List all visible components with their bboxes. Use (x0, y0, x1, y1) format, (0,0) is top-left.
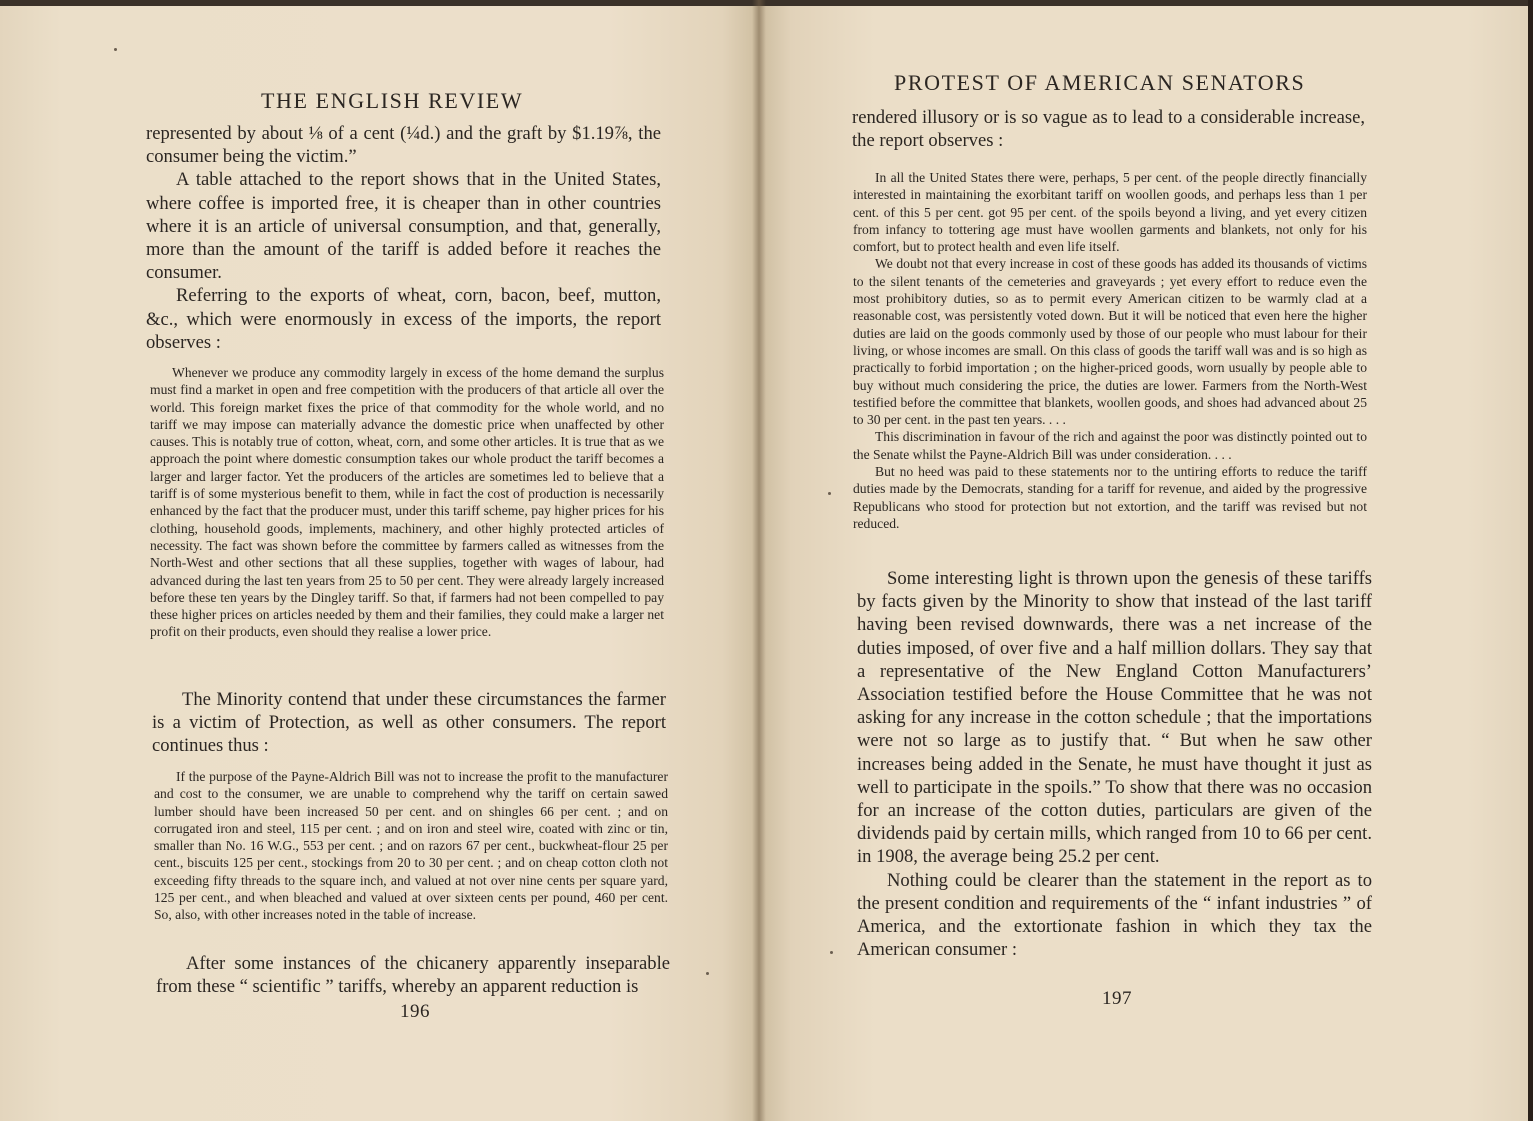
book-gutter (752, 0, 766, 1121)
running-head: PROTEST OF AMERICAN SENATORS (894, 70, 1306, 95)
block-quote (154, 768, 668, 924)
right-page (760, 6, 1528, 1121)
page-edge (1528, 0, 1533, 1121)
paper-speck (114, 48, 117, 51)
paragraph: Referring to the exports of wheat, corn, bacon, beef, mutton, &c., which were enormously in excess of the imports, the report observes : (146, 285, 661, 353)
page-number: 196 (400, 1001, 430, 1022)
quote-paragraph: But no heed was paid to these statements nor to the untiring efforts to reduce the tariff duties made by the Democrats, standing for a tariff for revenue, and aided by the progressive Republicans who stood for protection but not extortion, and the tariff was revised but not reduced. (853, 464, 1367, 531)
left-text-column (146, 122, 661, 354)
paper-speck (706, 972, 709, 975)
paper-speck (828, 492, 831, 495)
paragraph: Nothing could be clearer than the statement in the report as to the present condition and requirements of the “ infant industries ” of America, and the extortionate fashion in which they tax the American consumer : (857, 869, 1372, 961)
block-quote (853, 169, 1367, 532)
block-quote (150, 364, 664, 641)
paper-speck (830, 951, 833, 954)
paragraph: represented by about ⅛ of a cent (¼d.) and the graft by $1.19⅞, the consumer being the victim.” (146, 123, 661, 168)
left-page (0, 6, 760, 1121)
paragraph: After some instances of the chicanery apparently inseparable from these “ scientific ” tariffs, whereby an apparent reduction is (156, 953, 670, 998)
left-text-column (152, 688, 666, 758)
quote-paragraph: This discrimination in favour of the rich and against the poor was distinctly pointed out to the Senate whilst the Payne-Aldrich Bill was under consideration. . . . (853, 429, 1367, 462)
right-text-column (852, 106, 1365, 152)
left-text-column (156, 952, 670, 998)
page-number: 197 (1102, 988, 1132, 1009)
quote-paragraph: If the purpose of the Payne-Aldrich Bill was not to increase the profit to the manufacturer and cost to the consumer, we are unable to comprehend why the tariff on certain sawed lumber should have been increased 50 per cent. and on shingles 66 per cent. ; and on corrugated iron and steel, 115 per cent. ; and on iron and steel wire, coated with zinc or tin, smaller than No. 16 W.G., 553 per cent. ; and on razors 67 per cent., buckwheat-flour 25 per cent., biscuits 125 per cent., stockings from 20 to 30 per cent. ; and on cheap cotton cloth not exceeding fifty threads to the square inch, and valued at not over nine cents per square yard, 125 per cent., and when bleached and valued at over sixteen cents per pound, 460 per cent. So, also, with other increases noted in the table of increase. (154, 769, 668, 923)
quote-paragraph: We doubt not that every increase in cost of these goods has added its thousands of victims to the silent tenants of the cemeteries and graveyards ; yet every effort to reduce even the most prohibitory duties, so as to permit every American citizen to be warmly clad at a reasonable cost, was persistently voted down. But it will be noticed that even here the higher duties are laid on the goods commonly used by those of our people who must labour for their living, or whose incomes are small. On this class of goods the tariff wall was and is so high as practically to forbid importation ; on the higher-priced goods, worn usually by people able to buy without much considering the price, the duties are lower. Farmers from the North-West testified before the committee that blankets, woollen goods, and shoes had advanced about 25 to 30 per cent. in the past ten years. . . . (853, 256, 1367, 428)
quote-paragraph: Whenever we produce any commodity largely in excess of the home demand the surplus must find a market in open and free competition with the producers of that article all over the world. This foreign market fixes the price of that commodity for the whole world, and no tariff we may impose can materially advance the domestic price when unaffected by other causes. This is notably true of cotton, wheat, corn, and some other articles. It is true that as we approach the point where domestic consumption takes our whole product the tariff becomes a larger and larger factor. Yet the producers of the articles are sometimes led to believe that a tariff is of some mysterious benefit to them, while in fact the cost of production is necessarily enhanced by the fact that the producer must, under this tariff scheme, pay higher prices for his clothing, household goods, implements, machinery, and other highly protected articles of necessity. The fact was shown before the committee by farmers called as witnesses from the North-West and other sections that all these supplies, together with wages of labour, had advanced during the last ten years from 25 to 50 per cent. They were already largely increased before these ten years by the Dingley tariff. So that, if farmers had not been compelled to pay these higher prices on articles needed by them and their families, they could make a larger net profit on their products, even should they realise a lower price. (150, 365, 664, 640)
paragraph: rendered illusory or is so vague as to lead to a considerable increase, the report observes : (852, 107, 1365, 152)
right-text-column (857, 567, 1372, 961)
quote-paragraph: In all the United States there were, perhaps, 5 per cent. of the people directly financially interested in maintaining the exorbitant tariff on woollen goods, and perhaps less than 1 per cent. of this 5 per cent. got 95 per cent. of the spoils beyond a living, and yet every citizen from infancy to tottering age must have woollen garments and blankets, not only for his comfort, but to protect health and even life itself. (853, 170, 1367, 255)
paragraph: The Minority contend that under these circumstances the farmer is a victim of Protection, as well as other consumers. The report continues thus : (152, 689, 666, 757)
paragraph: A table attached to the report shows that in the United States, where coffee is imported free, it is cheaper than in other countries where it is an article of universal consumption, and that, generally, more than the amount of the tariff is added before it reaches the consumer. (146, 169, 661, 284)
paragraph: Some interesting light is thrown upon the genesis of these tariffs by facts given by the Minority to show that instead of the last tariff having been revised downwards, there was a net increase of the duties imposed, of over five and a half million dollars. They say that a representative of the New England Cotton Manufacturers’ Association testified before the House Committee that he was not asking for any increase in the cotton schedule ; that the importations were not so large as to justify that. “ But when he saw other increases being added in the Senate, he must have thought it just as well to participate in the spoils.” To show that there was no occasion for an increase of the cotton duties, particulars are given of the dividends paid by certain mills, which ranged from 10 to 66 per cent. in 1908, the average being 25.2 per cent. (857, 568, 1372, 868)
running-head: THE ENGLISH REVIEW (261, 88, 524, 113)
